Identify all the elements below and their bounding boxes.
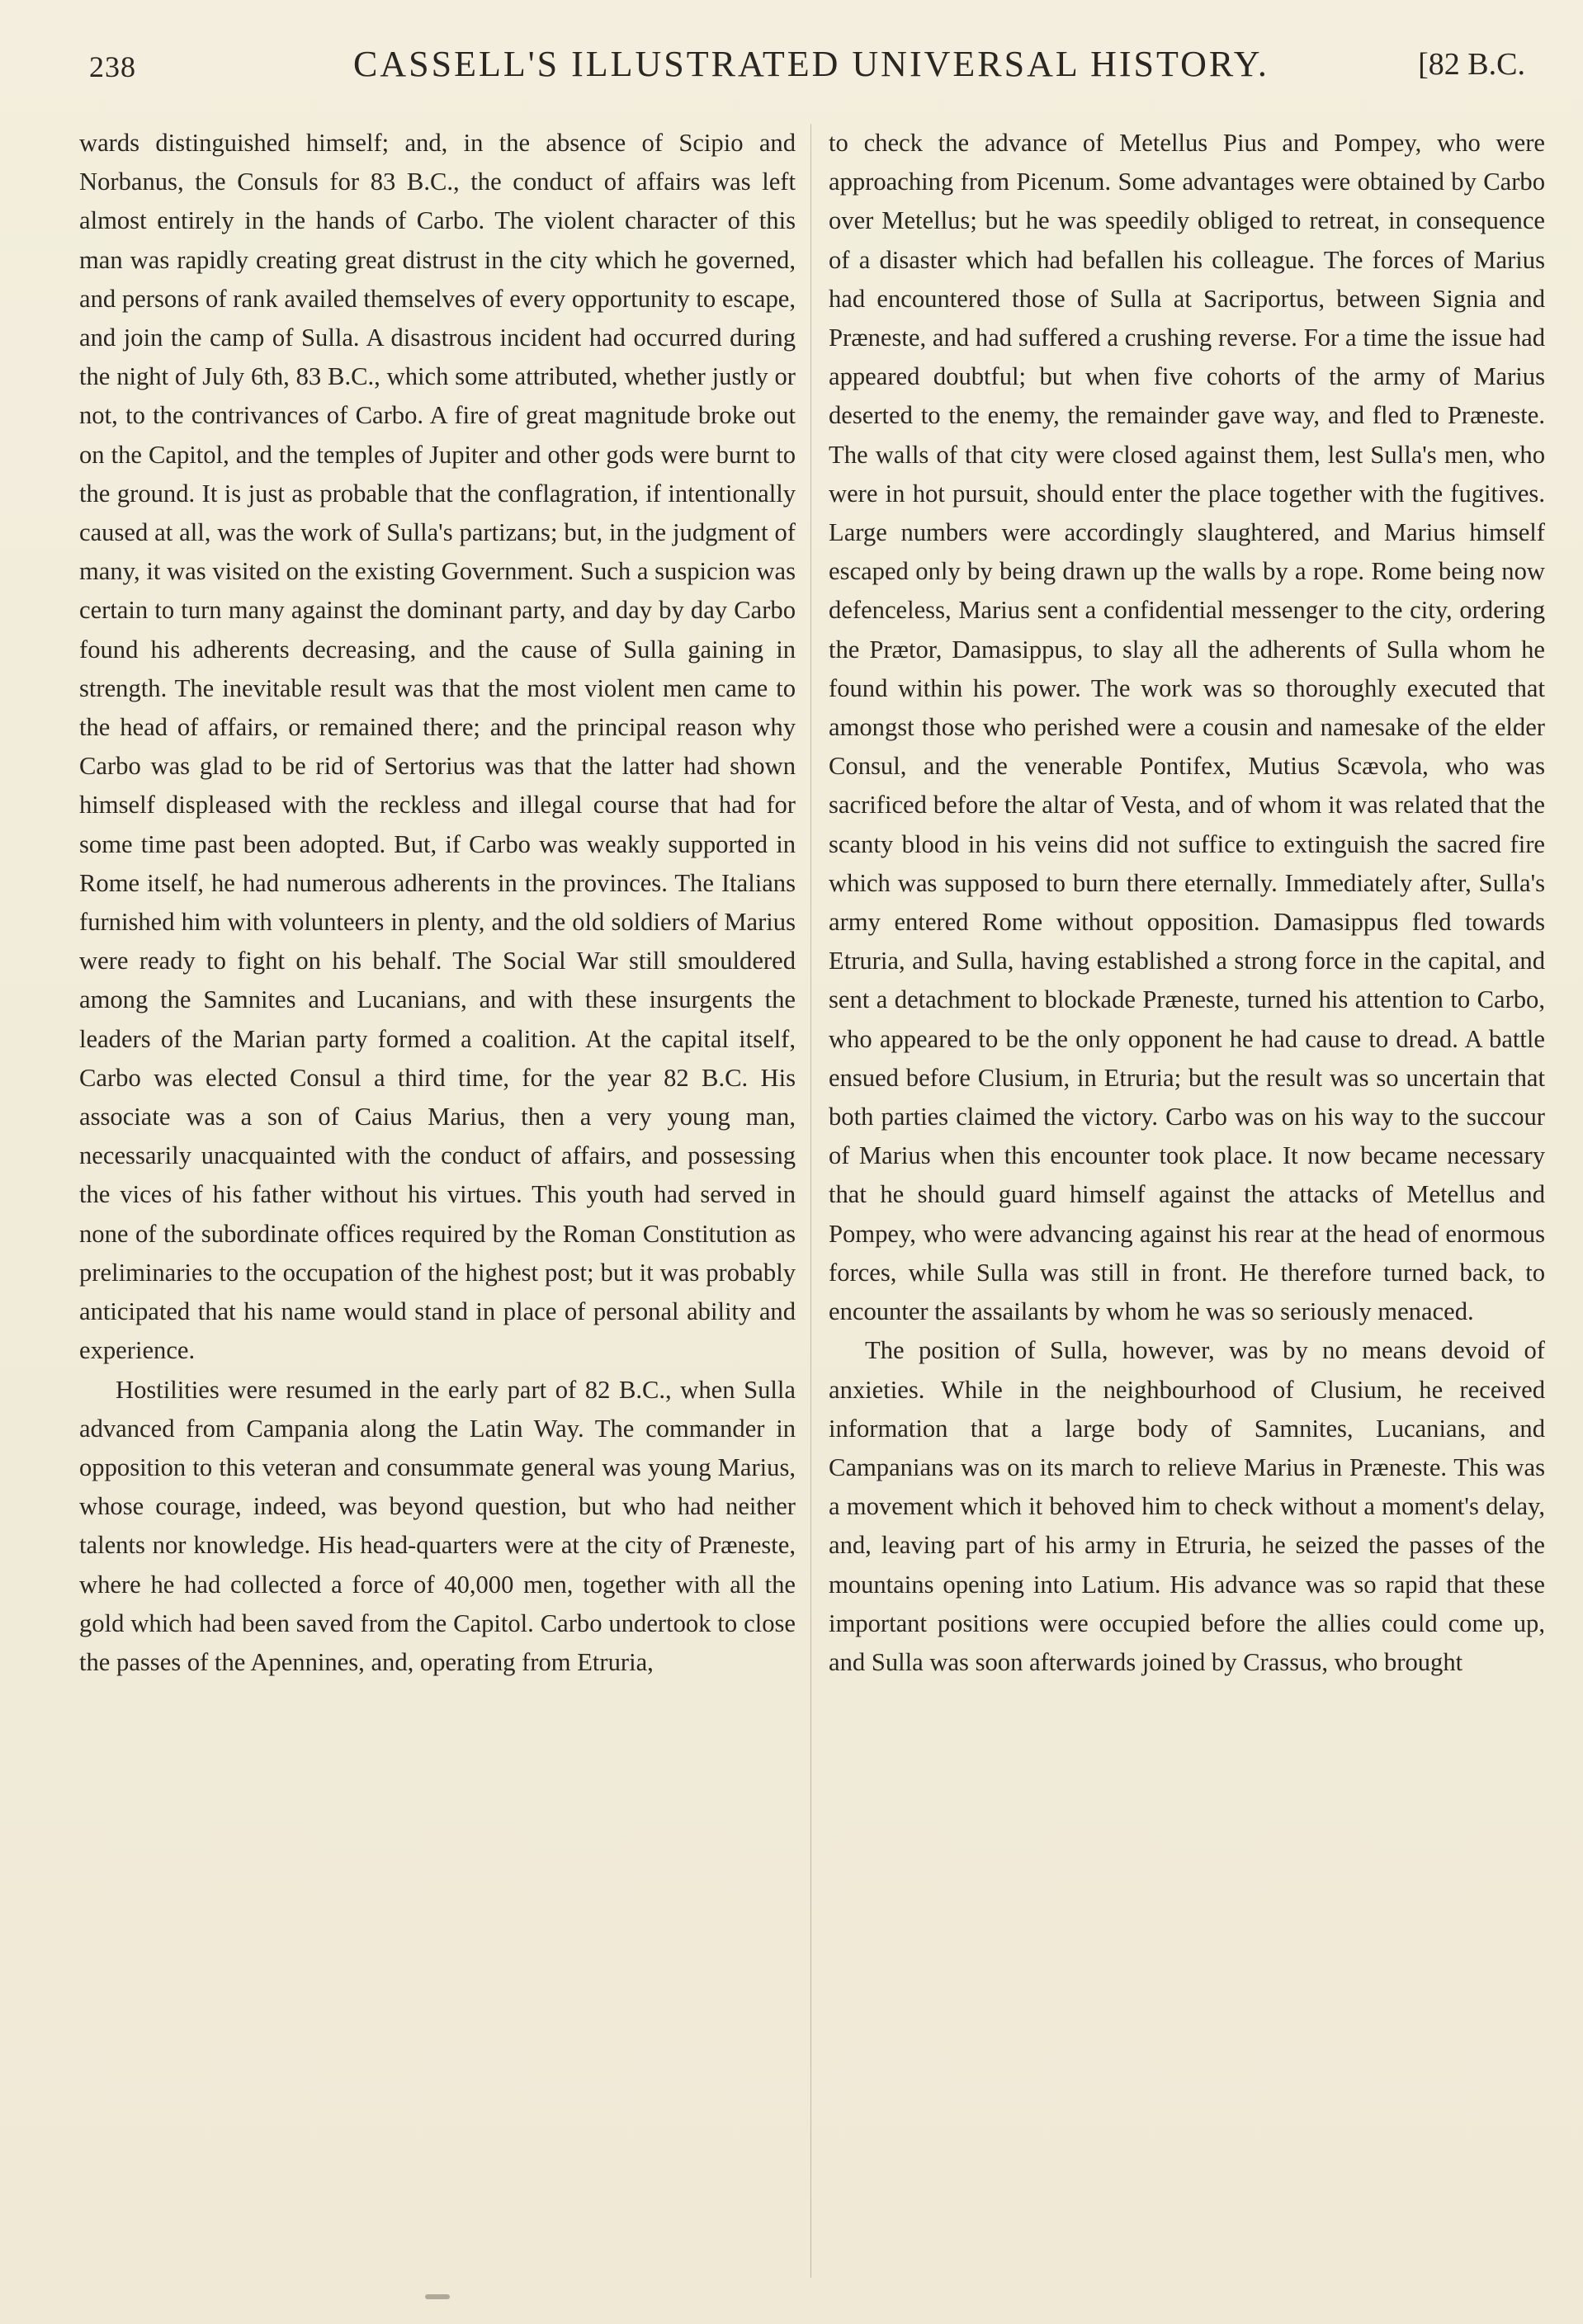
right-column — [829, 124, 1545, 1682]
left-paragraph-2: Hostilities were resumed in the early part of 82 B.C., when Sulla advanced from Campania along the Latin Way. The commander in opposition to this veteran and consummate general was young Marius, whose courage, indeed, was beyond question, but who had neither talents nor knowledge. His head-quarters were at the city of Præneste, where he had collected a force of 40,000 men, together with all the gold which had been saved from the Capitol. Carbo undertook to close the passes of the Apennines, and, operating from Etruria, — [79, 1375, 796, 1676]
page-header — [89, 43, 1525, 92]
running-title: CASSELL'S ILLUSTRATED UNIVERSAL HISTORY. — [353, 44, 1269, 84]
right-paragraph-2: The position of Sulla, however, was by no means devoid of anxieties. While in the neighbourhood of Clusium, he received information that a large body of Samnites, Lucanians, and Campanians was on its march to relieve Marius in Præneste. This was a movement which it behoved him to check without a moment's delay, and, leaving part of his army in Etruria, he seized the passes of the mountains opening into Latium. His advance was so rapid that these important positions were occupied before the allies could come up, and Sulla was soon afterwards joined by Crassus, who brought — [829, 1336, 1545, 1676]
header-date: [82 B.C. — [1418, 47, 1525, 82]
column-divider — [810, 124, 811, 2278]
page-number: 238 — [89, 50, 136, 83]
left-paragraph-1: wards distinguished himself; and, in the absence of Scipio and Norbanus, the Consuls for 83 B.C., the conduct of affairs was left almost entirely in the hands of Carbo. The violent character of this man was rapidly creating great distrust in the city which he governed, and persons of rank availed themselves of every opportunity to escape, and join the camp of Sulla. A disastrous incident had occurred during the night of July 6th, 83 B.C., which some attributed, whether justly or not, to the contrivances of Carbo. A fire of great magnitude broke out on the Capitol, and the temples of Jupiter and other gods were burnt to the ground. It is just as probable that the conflagration, if intentionally caused at all, was the work of Sulla's partizans; but, in the judgment of many, it was visited on the existing Government. Such a suspicion was certain to turn many against the dominant party, and day by day Carbo found his adherents decreasing, and the cause of Sulla gaining in strength. The inevitable result was that the most violent men came to the head of affairs, or remained there; and the principal reason why Carbo was glad to be rid of Sertorius was that the latter had shown himself displeased with the reckless and illegal course that had for some time past been adopted. But, if Carbo was weakly supported in Rome itself, he had numerous adherents in the provinces. The Italians furnished him with volunteers in plenty, and the old soldiers of Marius were ready to fight on his behalf. The Social War still smouldered among the Samnites and Lucanians, and with these insurgents the leaders of the Marian party formed a coalition. At the capital itself, Carbo was elected Consul a third time, for the year 82 B.C. His associate was a son of Caius Marius, then a very young man, necessarily unacquainted with the conduct of affairs, and possessing the vices of his father without his virtues. This youth had served in none of the subordinate offices required by the Roman Constitution as preliminaries to the occupation of the highest post; but it was probably anticipated that his name would stand in place of personal ability and experience. — [79, 129, 796, 1365]
left-column — [79, 124, 796, 1682]
print-smudge — [425, 2294, 450, 2299]
right-paragraph-1: to check the advance of Metellus Pius and Pompey, who were approaching from Picenum. Some advantages were obtained by Carbo over Metellus; but he was speedily obliged to retreat, in consequence of a disaster which had befallen his colleague. The forces of Marius had encountered those of Sulla at Sacriportus, between Signia and Præneste, and had suffered a crushing reverse. For a time the issue had appeared doubtful; but when five cohorts of the army of Marius deserted to the enemy, the remainder gave way, and fled to Præneste. The walls of that city were closed against them, lest Sulla's men, who were in hot pursuit, should enter the place together with the fugitives. Large numbers were accordingly slaughtered, and Marius himself escaped only by being drawn up the walls by a rope. Rome being now defenceless, Marius sent a confidential messenger to the city, ordering the Prætor, Damasippus, to slay all the adherents of Sulla whom he found within his power. The work was so thoroughly executed that amongst those who perished were a cousin and namesake of the elder Consul, and the venerable Pontifex, Mutius Scævola, who was sacrificed before the altar of Vesta, and of whom it was related that the scanty blood in his veins did not suffice to extinguish the sacred fire which was supposed to burn there eternally. Immediately after, Sulla's army entered Rome without opposition. Damasippus fled towards Etruria, and Sulla, having established a strong force in the capital, and sent a detachment to blockade Præneste, turned his attention to Carbo, who appeared to be the only opponent he had cause to dread. A battle ensued before Clusium, in Etruria; but the result was so uncertain that both parties claimed the victory. Carbo was on his way to the succour of Marius when this encounter took place. It now became necessary that he should guard himself against the attacks of Metellus and Pompey, who were advancing against his rear at the head of enormous forces, while Sulla was still in front. He therefore turned back, to encounter the assailants by whom he was so seriously menaced. — [829, 129, 1545, 1326]
